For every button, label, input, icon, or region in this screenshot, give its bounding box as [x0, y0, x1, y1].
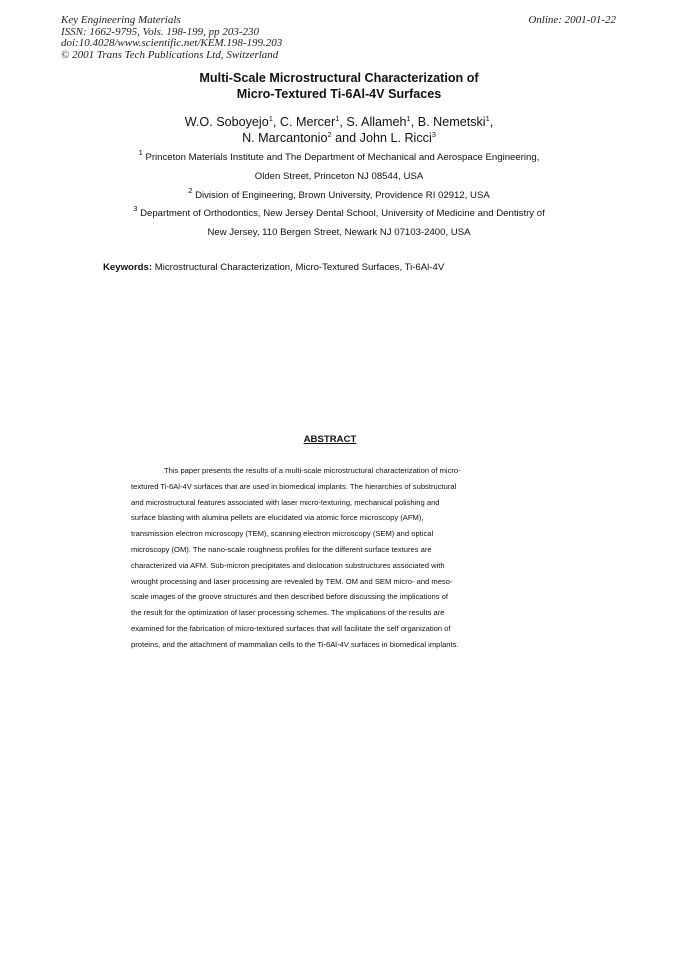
affiliations [0, 148, 678, 239]
abstract-line: and microstructural features associated with laser micro-texturing, mechanical polishing and [131, 497, 440, 507]
journal-name: Key Engineering Materials [61, 14, 181, 26]
abstract-line: characterized via AFM. Sub-micron precipitates and dislocation substructures associated with [131, 560, 445, 570]
affiliation-number: 1 [138, 148, 143, 157]
affiliation-line [0, 204, 678, 220]
affiliation-marker: 1 [485, 114, 490, 123]
abstract-line: the result for the optimization of laser processing schemes. The implications of the results are [131, 608, 445, 618]
author-name: S. Allameh [346, 115, 407, 129]
author-line-1: W.O. Soboyejo$^1$, C. Mercer$^1$, S. Allameh$^1$, B. Nemetski$^1$, [184, 114, 494, 129]
keywords-label: Keywords: [103, 262, 153, 273]
affiliation-number: 2 [188, 185, 193, 195]
affiliation-line [0, 148, 678, 164]
issn-line: ISSN: 1662-9795, Vols. 198-199, pp 203-230 [61, 25, 259, 38]
affiliation-marker: 1 [406, 114, 411, 123]
abstract-line: textured Ti-6Al-4V surfaces that are used in biomedical implants. The hierarchies of substructural [131, 481, 457, 491]
author-name: John L. Ricci [359, 131, 432, 145]
abstract-line: This paper presents the results of a multi-scale microstructural characterization of micro- [164, 466, 461, 475]
affiliation [0, 148, 678, 183]
affiliation-text: New Jersey, 110 Bergen Street, Newark NJ 07103-2400, USA [207, 227, 471, 239]
affiliation-text: Olden Street, Princeton NJ 08544, USA [254, 170, 424, 182]
affiliation [0, 204, 678, 239]
abstract-line: transmission electron microscopy (TEM), scanning electron microscopy (SEM) and optical [131, 529, 434, 539]
keywords [103, 262, 444, 274]
affiliation-text: Department of Orthodontics, New Jersey Dental School, University of Medicine and Dentistry of [140, 208, 545, 220]
affiliation-marker: 1 [268, 114, 273, 123]
affiliation-marker: 3 [431, 130, 436, 139]
journal-header [61, 15, 282, 61]
affiliation-text: Princeton Materials Institute and The Department of Mechanical and Aerospace Engineering, [145, 152, 540, 163]
author-name: C. Mercer [279, 115, 336, 129]
affiliation-number: 3 [133, 204, 138, 214]
copyright-line: © 2001 Trans Tech Publications Ltd, Switzerland [61, 48, 279, 61]
affiliation-text: Division of Engineering, Brown University, Providence RI 02912, USA [195, 189, 490, 201]
abstract-heading: ABSTRACT [303, 434, 357, 445]
title-line-2: Micro-Textured Ti-6Al-4V Surfaces [236, 87, 442, 101]
abstract-line: examined for the fabrication of micro-textured surfaces that will facilitate the self organization of [131, 623, 451, 633]
affiliation [0, 185, 678, 202]
affiliation-line [0, 227, 678, 239]
author-name: N. Marcantonio [242, 131, 328, 145]
author-line-2: N. Marcantonio$^2$ and John L. Ricci$^3$ [242, 130, 436, 145]
affiliation-line [0, 185, 678, 202]
abstract-line: wrought processing and laser processing are revealed by TEM. OM and SEM micro- and meso- [131, 576, 453, 586]
keywords-text: Microstructural Characterization, Micro-Textured Surfaces, Ti-6Al-4V [154, 262, 445, 273]
abstract-line: surface blasting with alumina pellets are elucidated via atomic force microscopy (AFM), [131, 513, 424, 523]
affiliation-marker: 1 [335, 114, 340, 123]
author-list [0, 114, 678, 146]
author-name: W.O. Soboyejo [184, 115, 269, 129]
online-date: Online: 2001-01-22 [528, 14, 616, 26]
author-name: B. Nemetski [417, 115, 486, 129]
abstract-line: proteins, and the attachment of mammalian cells to the Ti-6Al-4V surfaces in biomedical implants. [131, 639, 459, 649]
paper-title [0, 70, 678, 102]
affiliation-marker: 2 [327, 130, 332, 139]
title-line-1: Multi-Scale Microstructural Characterization of [199, 71, 479, 85]
abstract-line: microscopy (OM). The nano-scale roughness profiles for the different surface textures are [131, 544, 432, 554]
abstract-body [131, 463, 551, 653]
abstract-line: scale images of the groove structures and then described before discussing the implications of [131, 592, 449, 602]
affiliation-line [0, 171, 678, 183]
doi-line: doi:10.4028/www.scientific.net/KEM.198-199.203 [61, 37, 283, 50]
